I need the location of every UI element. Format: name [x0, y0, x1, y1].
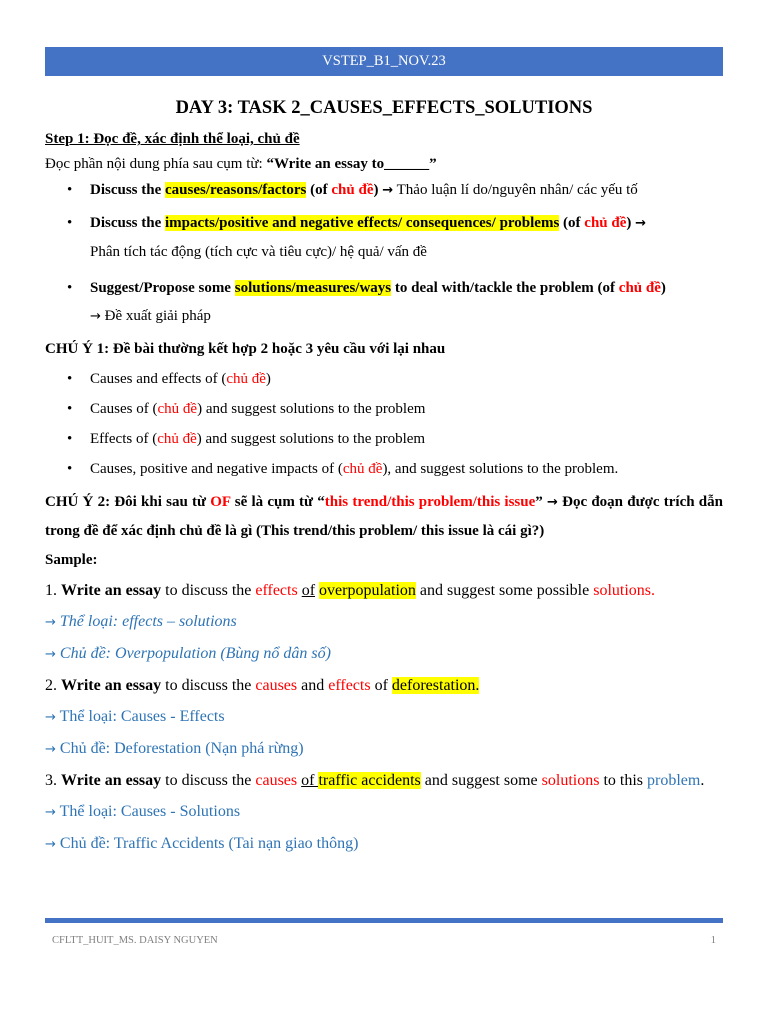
arrow-icon: →	[45, 647, 56, 662]
b1-rest: Thảo luận lí do/nguyên nhân/ các yếu tố	[393, 182, 638, 198]
bullet-impacts	[45, 209, 723, 266]
s2-topic: deforestation.	[391, 677, 480, 694]
sample-1-subject	[45, 638, 723, 670]
b1-b: (of	[306, 182, 332, 198]
footer	[52, 935, 716, 946]
i1-red: chủ đề	[226, 371, 266, 387]
sample-label: Sample:	[45, 552, 98, 568]
note2	[45, 488, 723, 546]
note2-c: ”	[535, 494, 547, 510]
b2-c: )	[626, 215, 632, 231]
b1-c: )	[373, 182, 379, 198]
list-item	[45, 429, 723, 449]
sample-1-type	[45, 606, 723, 638]
arrow-icon: →	[382, 183, 394, 198]
note2-b: sẽ là cụm từ “	[230, 494, 325, 510]
arrow-icon: →	[45, 805, 56, 820]
s2-num: 2.	[45, 677, 61, 694]
step1-heading: Step 1: Đọc đề, xác định thể loại, chủ đề	[45, 131, 300, 147]
sample-2-type	[45, 701, 723, 733]
note2-d: Đọc đoạn được trích dẫn trong đề để xác định chủ đề là gì (This trend/this problem/ this issue là cái gì?)	[45, 494, 723, 539]
page-number: 1	[710, 935, 716, 946]
i1-a: Causes and effects of (	[90, 371, 227, 387]
arrow-icon: →	[635, 216, 647, 231]
i2-b: ) and suggest solutions to the problem	[197, 401, 426, 417]
s2-and: and	[297, 677, 329, 694]
arrow-icon: →	[45, 837, 56, 852]
page-title: DAY 3: TASK 2_CAUSES_EFFECTS_SOLUTIONS	[175, 98, 593, 118]
i3-b: ) and suggest solutions to the problem	[196, 431, 426, 447]
i4-b: ), and suggest solutions to the problem.	[382, 461, 619, 477]
i1-b: )	[265, 371, 271, 387]
b3-red: chủ đề	[618, 280, 661, 296]
footer-divider	[45, 918, 723, 923]
s1-effects: effects	[255, 582, 298, 599]
s2-subject: Chủ đề: Deforestation (Nạn phá rừng)	[55, 740, 304, 757]
note2-phrase: this trend/this problem/this issue	[324, 494, 536, 510]
b2-hl: impacts/positive and negative effects/ consequences/ problems	[165, 215, 560, 231]
s1-a: to discuss the	[161, 582, 256, 599]
s1-topic: overpopulation	[319, 582, 416, 599]
b1-a: Discuss the	[90, 182, 166, 198]
s1-num: 1.	[45, 582, 61, 599]
i2-a: Causes of (	[90, 401, 158, 417]
b3-hl: solutions/measures/ways	[234, 280, 392, 296]
i3-red: chủ đề	[157, 431, 197, 447]
s2-of: of	[370, 677, 392, 694]
i3-a: Effects of (	[90, 431, 158, 447]
s3-of: of	[301, 772, 319, 789]
arrow-icon: →	[45, 615, 56, 630]
s1-b: and suggest some possible	[415, 582, 594, 599]
s3-c: to this	[599, 772, 647, 789]
s1-subject: Chủ đề: Overpopulation (Bùng nổ dân số)	[55, 645, 331, 662]
b3-c: )	[660, 280, 666, 296]
arrow-icon: →	[547, 495, 558, 510]
s3-bold: Write an essay	[61, 772, 162, 789]
s2-type: Thể loại: Causes - Effects	[55, 708, 225, 725]
list-item	[45, 459, 723, 479]
note2-a: CHÚ Ý 2: Đôi khi sau từ	[45, 494, 211, 510]
header-bar	[45, 47, 723, 76]
s3-topic: traffic accidents	[318, 772, 421, 789]
list-item	[45, 399, 723, 419]
s3-problem: problem	[647, 772, 701, 789]
s1-solutions: solutions.	[593, 582, 656, 599]
s3-subject: Chủ đề: Traffic Accidents (Tai nạn giao thông)	[55, 835, 359, 852]
b1-hl: causes/reasons/factors	[165, 182, 307, 198]
s1-of: of	[301, 582, 316, 599]
sample-2-subject	[45, 733, 723, 765]
i4-red: chủ đề	[342, 461, 383, 477]
header-code: VSTEP_B1_NOV.23	[322, 53, 446, 69]
intro-bold: “Write an essay to______”	[266, 156, 437, 172]
s3-solutions: solutions	[541, 772, 600, 789]
s2-causes: causes	[255, 677, 298, 694]
list-item	[45, 369, 723, 389]
s3-d: .	[700, 772, 705, 789]
arrow-icon: →	[90, 309, 101, 324]
main-bullets	[45, 180, 723, 331]
sample-3-type	[45, 796, 723, 828]
s3-type: Thể loại: Causes - Solutions	[55, 803, 241, 820]
b3-rest: Đề xuất giải pháp	[100, 308, 211, 324]
s2-bold: Write an essay	[61, 677, 162, 694]
b2-rest: Phân tích tác động (tích cực và tiêu cực)/ hệ quả/ vấn đề	[90, 244, 427, 260]
arrow-icon: →	[45, 710, 56, 725]
sample-1	[45, 575, 723, 606]
sample-3-subject	[45, 828, 723, 860]
arrow-icon: →	[45, 742, 56, 757]
intro-plain: Đọc phần nội dung phía sau cụm từ:	[45, 156, 267, 172]
note1-list	[45, 369, 723, 479]
b1-red: chủ đề	[331, 182, 374, 198]
note2-of: OF	[210, 494, 231, 510]
bullet-causes	[45, 180, 723, 201]
sample-3	[45, 765, 723, 796]
s1-type: Thể loại: effects – solutions	[55, 613, 237, 630]
b2-red: chủ đề	[584, 215, 627, 231]
b2-b: (of	[559, 215, 585, 231]
s3-num: 3.	[45, 772, 61, 789]
s2-a: to discuss the	[161, 677, 256, 694]
s3-a: to discuss the	[161, 772, 256, 789]
s2-effects: effects	[328, 677, 371, 694]
b3-a: Suggest/Propose some	[90, 280, 235, 296]
s1-bold: Write an essay	[61, 582, 162, 599]
step1-intro	[45, 154, 723, 174]
document-body	[45, 96, 723, 860]
bullet-solutions	[45, 274, 723, 331]
i2-red: chủ đề	[157, 401, 198, 417]
footer-author: CFLTT_HUIT_MS. DAISY NGUYEN	[52, 935, 218, 946]
b2-a: Discuss the	[90, 215, 166, 231]
note1-heading: CHÚ Ý 1: Đề bài thường kết hợp 2 hoặc 3 yêu cầu với lại nhau	[45, 341, 446, 357]
i4-a: Causes, positive and negative impacts of (	[90, 461, 343, 477]
b3-b: to deal with/tackle the problem (of	[391, 280, 619, 296]
s3-b: and suggest some	[420, 772, 542, 789]
sample-2	[45, 670, 723, 701]
s3-causes: causes	[255, 772, 298, 789]
